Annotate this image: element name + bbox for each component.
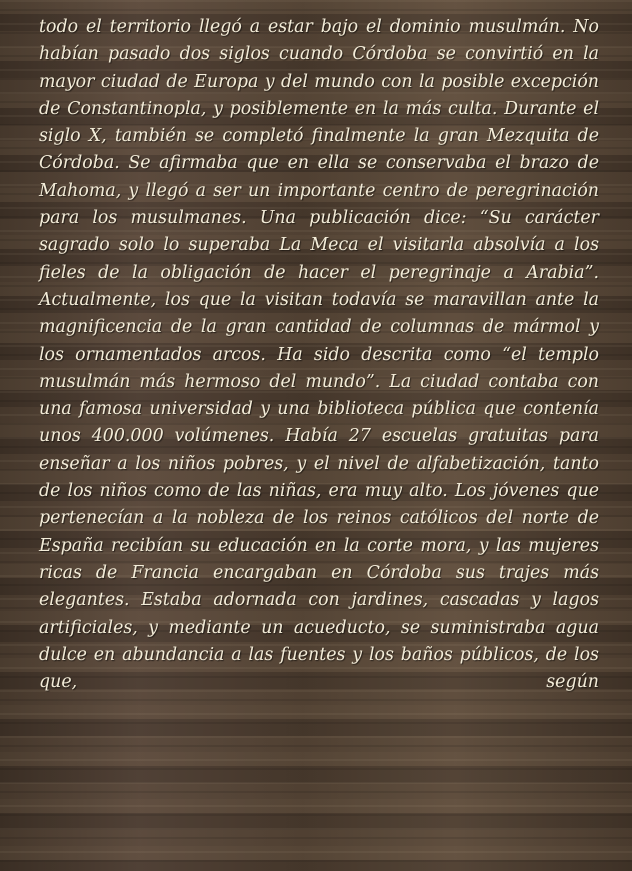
body-paragraph: todo el territorio llegó a estar bajo el dominio musulmán. No habían pasado dos siglos cuando Córdoba se convirtió en la mayor ciudad de Europa y del mundo con la posible excepción de Constantinopla, y posiblemente en la más culta. Durante el siglo X, también se completó finalmente la gran Mezquita de Córdoba. Se afirmaba que en ella se conservaba el brazo de Mahoma, y llegó a ser un importante centro de peregrinación para los musulmanes. Una publicación dice: “Su carácter sagrado solo lo superaba La Meca el visitarla absolvía a los fieles de la obligación de hacer el peregrinaje a Arabia”. Actualmente, los que la visitan todavía se maravillan ante la magnificencia de la gran cantidad de columnas de mármol y los ornamentados arcos. Ha sido descrita como “el templo musulmán más hermoso del mundo”. La ciudad contaba con una famosa universidad y una biblioteca pública que contenía unos 400.000 volúmenes. Había 27 escuelas gratuitas para enseñar a los niños pobres, y el nivel de alfabetización, tanto de los niños como de las niñas, era muy alto. Los jóvenes que pertenecían a la nobleza de los reinos católicos del norte de España recibían su educación en la corte mora, y las mujeres ricas de Francia encargaban en Córdoba sus trajes más elegantes. Estaba adornada con jardines, cascadas y lagos artificiales, y mediante un acueducto, se suministraba agua dulce en abundancia a las fuentes y los baños públicos, de los que, según [39, 17, 599, 693]
text-page [39, 14, 599, 696]
